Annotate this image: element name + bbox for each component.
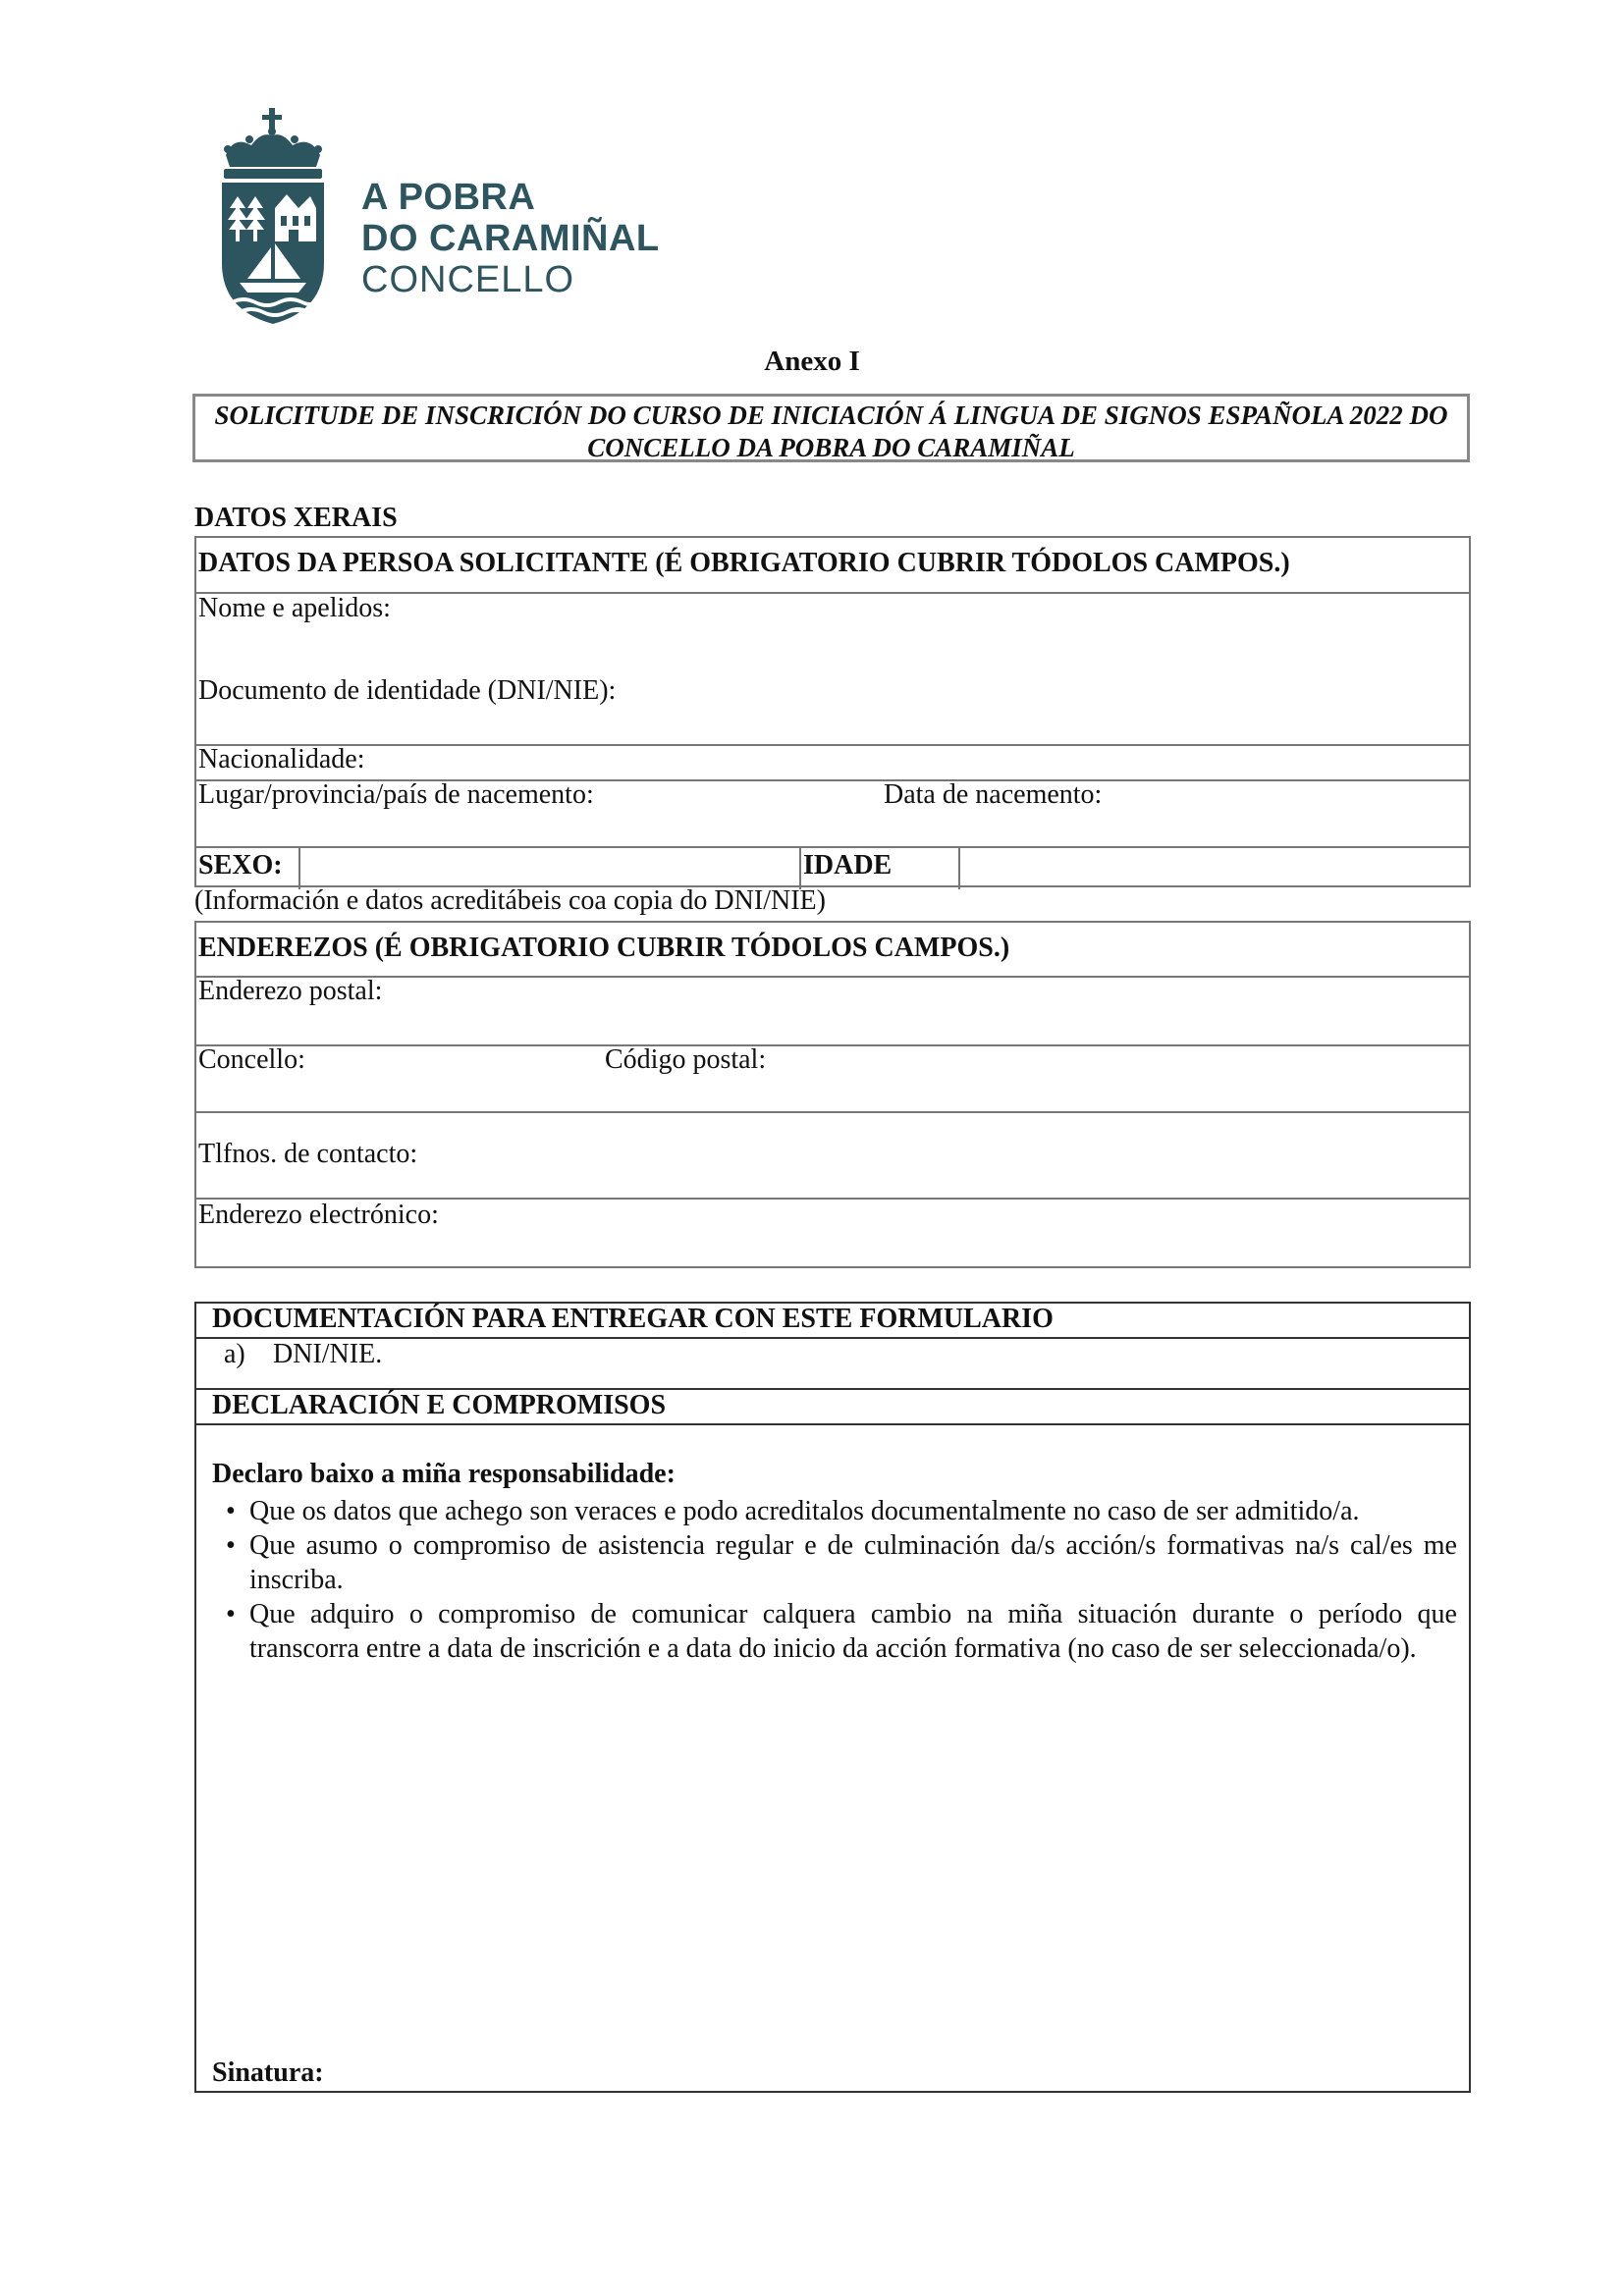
- council-coat-of-arms-icon: [214, 106, 332, 332]
- declaration-item: [212, 1597, 1457, 1666]
- documentation-declaration-box: [194, 1302, 1471, 2093]
- annex-label: Anexo I: [764, 346, 860, 377]
- age-field[interactable]: [960, 848, 1469, 887]
- name-label[interactable]: Nome e apelidos:: [198, 593, 391, 623]
- logo-line-1: A POBRA: [361, 177, 536, 218]
- id-note: (Información e datos acreditábeis coa copia do DNI/NIE): [194, 885, 826, 916]
- declaration-heading: DECLARACIÓN E COMPROMISOS: [212, 1390, 667, 1420]
- signature-area[interactable]: [212, 1794, 1455, 2050]
- sex-label: SEXO:: [198, 850, 283, 881]
- zip-code-label[interactable]: Código postal:: [605, 1044, 767, 1075]
- bullet-icon: •: [226, 1599, 236, 1629]
- nationality-label[interactable]: Nacionalidade:: [198, 744, 365, 774]
- logo-line-2: DO CARAMIÑAL: [361, 218, 660, 259]
- bullet-icon: •: [226, 1496, 236, 1526]
- form-title: SOLICITUDE DE INSCRICIÓN DO CURSO DE INICIACIÓN Á LINGUA DE SIGNOS ESPAÑOLA 2022 DO CONCELLO DA POBRA DO CARAMIÑAL: [192, 394, 1470, 462]
- documentation-heading: DOCUMENTACIÓN PARA ENTREGAR CON ESTE FORMULARIO: [212, 1304, 1054, 1334]
- declaration-item-text: Que asumo o compromiso de asistencia regular e de culminación da/s acción/s formativas na/s cal/es me inscriba.: [249, 1530, 1457, 1595]
- declaration-list: [212, 1494, 1457, 1666]
- age-label: IDADE: [803, 850, 893, 881]
- sex-field[interactable]: [300, 848, 797, 887]
- signature-label: Sinatura:: [212, 2057, 324, 2088]
- postal-address-label[interactable]: Enderezo postal:: [198, 976, 383, 1006]
- addresses-heading: ENDEREZOS (É OBRIGATORIO CUBRIR TÓDOLOS CAMPOS.): [198, 933, 1010, 963]
- documentation-item-marker: a): [224, 1339, 245, 1369]
- declaration-intro: Declaro baixo a miña responsabilidade:: [212, 1459, 676, 1489]
- general-data-heading: DATOS XERAIS: [194, 503, 398, 533]
- birthdate-label[interactable]: Data de nacemento:: [884, 779, 1103, 810]
- id-document-label[interactable]: Documento de identidade (DNI/NIE):: [198, 675, 617, 706]
- addresses-box: [194, 921, 1471, 1268]
- declaration-item-text: Que adquiro o compromiso de comunicar calquera cambio na miña situación durante o período que transcorra entre a data de inscrición e a data do inicio da acción formativa (no caso de ser seleccionada/o).: [249, 1599, 1457, 1664]
- council-label[interactable]: Concello:: [198, 1044, 305, 1075]
- council-logo-text: [361, 177, 695, 300]
- applicant-heading: DATOS DA PERSOA SOLICITANTE (É OBRIGATORIO CUBRIR TÓDOLOS CAMPOS.): [198, 548, 1290, 578]
- bullet-icon: •: [226, 1530, 236, 1561]
- birthplace-label[interactable]: Lugar/provincia/país de nacemento:: [198, 779, 594, 810]
- declaration-item: [212, 1494, 1457, 1528]
- documentation-item: DNI/NIE.: [273, 1339, 383, 1369]
- declaration-item: [212, 1528, 1457, 1597]
- declaration-item-text: Que os datos que achego son veraces e podo acreditalos documentalmente no caso de ser admitido/a.: [249, 1496, 1360, 1526]
- phones-label[interactable]: Tlfnos. de contacto:: [198, 1139, 418, 1169]
- logo-line-3: CONCELLO: [361, 259, 575, 300]
- email-label[interactable]: Enderezo electrónico:: [198, 1200, 439, 1230]
- applicant-data-box: [194, 536, 1471, 887]
